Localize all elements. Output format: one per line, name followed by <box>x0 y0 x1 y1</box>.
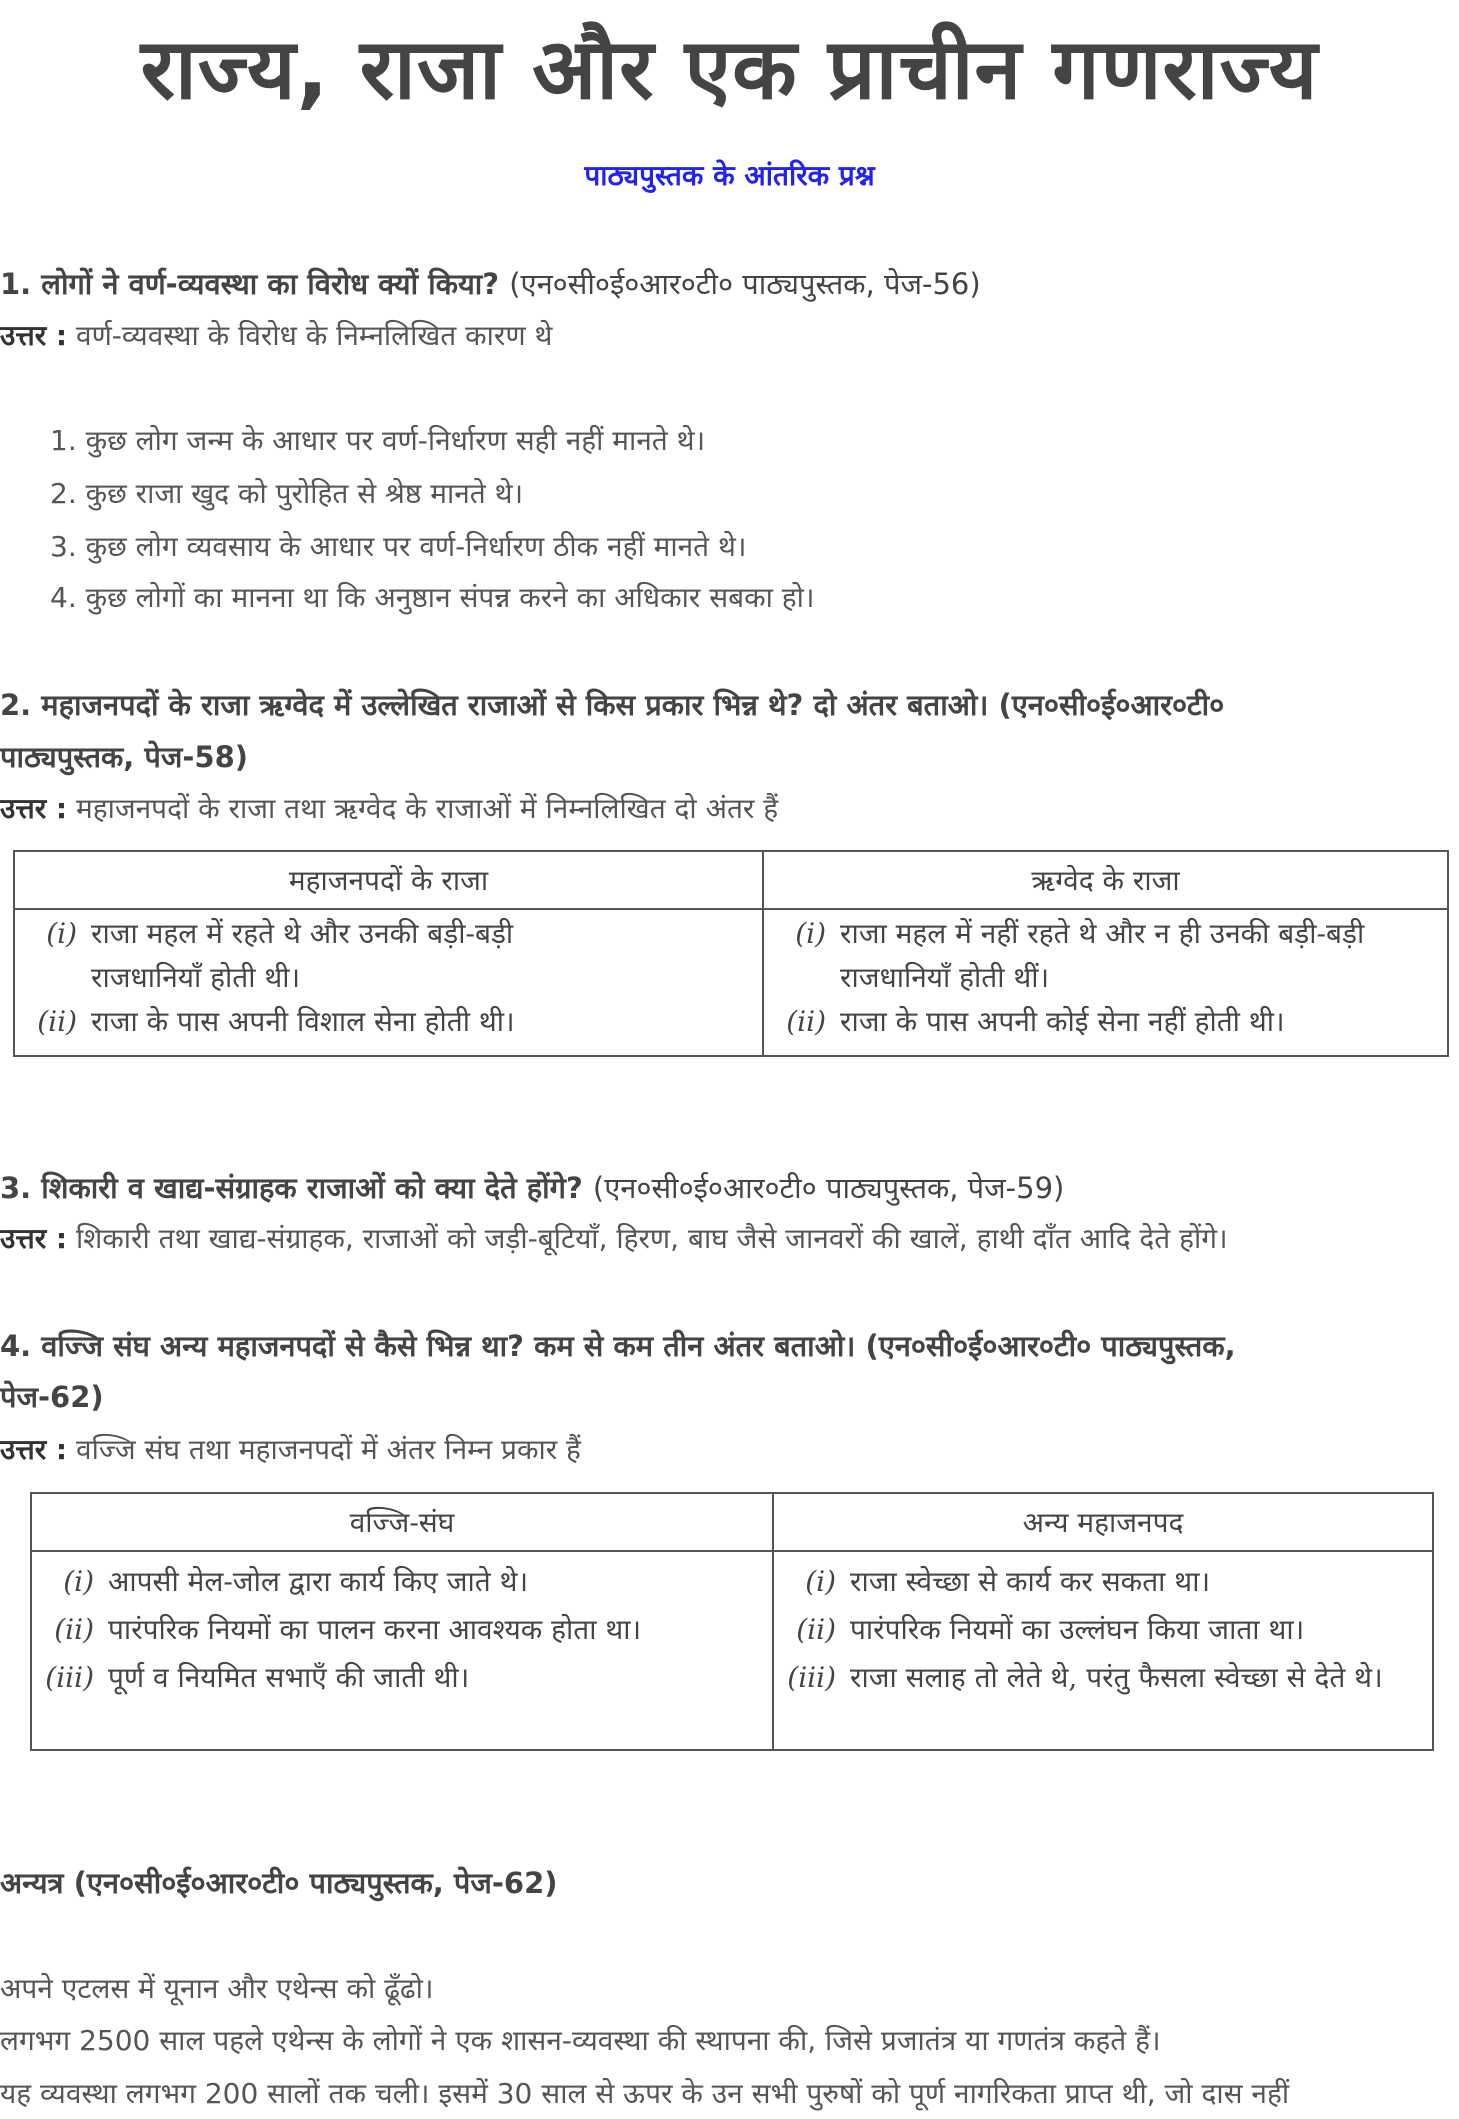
table-row <box>764 912 1437 1000</box>
list-item: 4. कुछ लोगों का मानना था कि अनुष्ठान संपन्न करने का अधिकार सबका हो। <box>50 581 815 614</box>
row-number: (iii) <box>45 1661 94 1694</box>
answer-3 <box>0 1219 1228 1257</box>
row-text: राजा सलाह तो लेते थे, परंतु फैसला स्वेच्छा से देते थे। <box>850 1661 1383 1694</box>
row-number: (ii) <box>796 1613 836 1646</box>
row-text: आपसी मेल-जोल द्वारा कार्य किए जाते थे। <box>108 1565 529 1598</box>
question-ref: (एन०सी०ई०आर०टी० पाठ्यपुस्तक, पेज-56) <box>509 267 981 301</box>
row-number: (iii) <box>787 1661 836 1694</box>
table-row <box>774 1606 1418 1654</box>
answer-label: उत्तर : <box>0 792 68 825</box>
section-subtitle: पाठ्यपुस्तक के आंतरिक प्रश्न <box>584 159 875 192</box>
question-4-line2: पेज-62) <box>0 1380 104 1414</box>
paragraph-line: लगभग 2500 साल पहले एथेन्स के लोगों ने एक शासन-व्यवस्था की स्थापना की, जिसे प्रजातंत्र या गणतंत्र कहते हैं। <box>0 2024 1161 2057</box>
list-item: 2. कुछ राजा खुद को पुरोहित से श्रेष्ठ मानते थे। <box>50 477 524 510</box>
table-row <box>32 1606 768 1654</box>
table-header: वज्जि-संघ <box>31 1493 773 1551</box>
row-number: (i) <box>795 917 826 950</box>
question-ref: (एन०सी०ई०आर०टी० पाठ्यपुस्तक, पेज-59) <box>592 1171 1065 1205</box>
row-number: (ii) <box>54 1613 94 1646</box>
table-row <box>15 1000 752 1044</box>
table-row <box>32 1558 768 1606</box>
answer-label: उत्तर : <box>0 1222 68 1255</box>
row-text: पारंपरिक नियमों का पालन करना आवश्यक होता था। <box>108 1613 642 1646</box>
comparison-table-2 <box>30 1492 1434 1751</box>
answer-label: उत्तर : <box>0 319 68 352</box>
row-number: (i) <box>63 1565 94 1598</box>
table-header: ऋग्वेद के राजा <box>763 851 1448 909</box>
question-1 <box>0 264 981 303</box>
table-row <box>764 1000 1437 1044</box>
answer-2 <box>0 789 778 827</box>
row-text: राजा के पास अपनी विशाल सेना होती थी। <box>91 1005 515 1038</box>
answer-text: महाजनपदों के राजा तथा ऋग्वेद के राजाओं में निम्नलिखित दो अंतर हैं <box>76 792 779 825</box>
table-header: महाजनपदों के राजा <box>14 851 763 909</box>
question-text: 3. शिकारी व खाद्य-संग्राहक राजाओं को क्या देते होंगे? <box>0 1171 583 1205</box>
row-text: पूर्ण व नियमित सभाएँ की जाती थी। <box>108 1661 470 1694</box>
row-text: राजा महल में नहीं रहते थे और न ही उनकी बड़ी-बड़ी राजधानियाँ होती थीं। <box>840 917 1365 994</box>
answer-label: उत्तर : <box>0 1433 68 1466</box>
paragraph-line: यह व्यवस्था लगभग 200 सालों तक चली। इसमें 30 साल से ऊपर के उन सभी पुरुषों को पूर्ण नागरिकता प्राप्त थी, जो दास नहीं <box>0 2077 1290 2110</box>
row-text: राजा महल में रहते थे और उनकी बड़ी-बड़ी राजधानियाँ होती थी। <box>91 917 514 994</box>
row-number: (ii) <box>786 1005 826 1038</box>
table-row <box>32 1654 768 1702</box>
row-text: पारंपरिक नियमों का उल्लंघन किया जाता था। <box>850 1613 1305 1646</box>
answer-1 <box>0 316 552 354</box>
question-text: 1. लोगों ने वर्ण-व्यवस्था का विरोध क्यों किया? <box>0 267 500 301</box>
comparison-table-1 <box>13 850 1449 1057</box>
table-row <box>774 1654 1418 1702</box>
question-4-line1: 4. वज्जि संघ अन्य महाजनपदों से कैसे भिन्न था? कम से कम तीन अंतर बताओ। (एन०सी०ई०आर०टी० पाठ्यपुस्तक, <box>0 1329 1236 1363</box>
answer-text: शिकारी तथा खाद्य-संग्राहक, राजाओं को जड़ी-बूटियाँ, हिरण, बाघ जैसे जानवरों की खालें, हाथी दाँत आदि देते होंगे। <box>76 1222 1228 1255</box>
table-row <box>774 1558 1418 1606</box>
table-header: अन्य महाजनपद <box>773 1493 1433 1551</box>
table-row <box>15 912 752 1000</box>
answer-4 <box>0 1430 581 1468</box>
row-text: राजा स्वेच्छा से कार्य कर सकता था। <box>850 1565 1211 1598</box>
answer-text: वज्जि संघ तथा महाजनपदों में अंतर निम्न प्रकार हैं <box>76 1433 581 1466</box>
row-number: (ii) <box>37 1005 77 1038</box>
paragraph-line: अपने एटलस में यूनान और एथेन्स को ढूँढो। <box>0 1972 434 2005</box>
question-3 <box>0 1168 1064 1207</box>
elsewhere-heading: अन्यत्र (एन०सी०ई०आर०टी० पाठ्यपुस्तक, पेज-62) <box>0 1866 558 1900</box>
row-number: (i) <box>805 1565 836 1598</box>
answer-text: वर्ण-व्यवस्था के विरोध के निम्नलिखित कारण थे <box>76 319 553 352</box>
row-text: राजा के पास अपनी कोई सेना नहीं होती थी। <box>840 1005 1285 1038</box>
question-2-line2: पाठ्यपुस्तक, पेज-58) <box>0 740 249 774</box>
row-number: (i) <box>46 917 77 950</box>
question-2-line1: 2. महाजनपदों के राजा ऋग्वेद में उल्लेखित राजाओं से किस प्रकार भिन्न थे? दो अंतर बताओ। (एन०सी०ई०आर०टी० <box>0 688 1225 722</box>
list-item: 3. कुछ लोग व्यवसाय के आधार पर वर्ण-निर्धारण ठीक नहीं मानते थे। <box>50 530 747 563</box>
list-item: 1. कुछ लोग जन्म के आधार पर वर्ण-निर्धारण सही नहीं मानते थे। <box>50 424 706 457</box>
page-title: राज्य, राजा और एक प्राचीन गणराज्य <box>140 20 1319 118</box>
